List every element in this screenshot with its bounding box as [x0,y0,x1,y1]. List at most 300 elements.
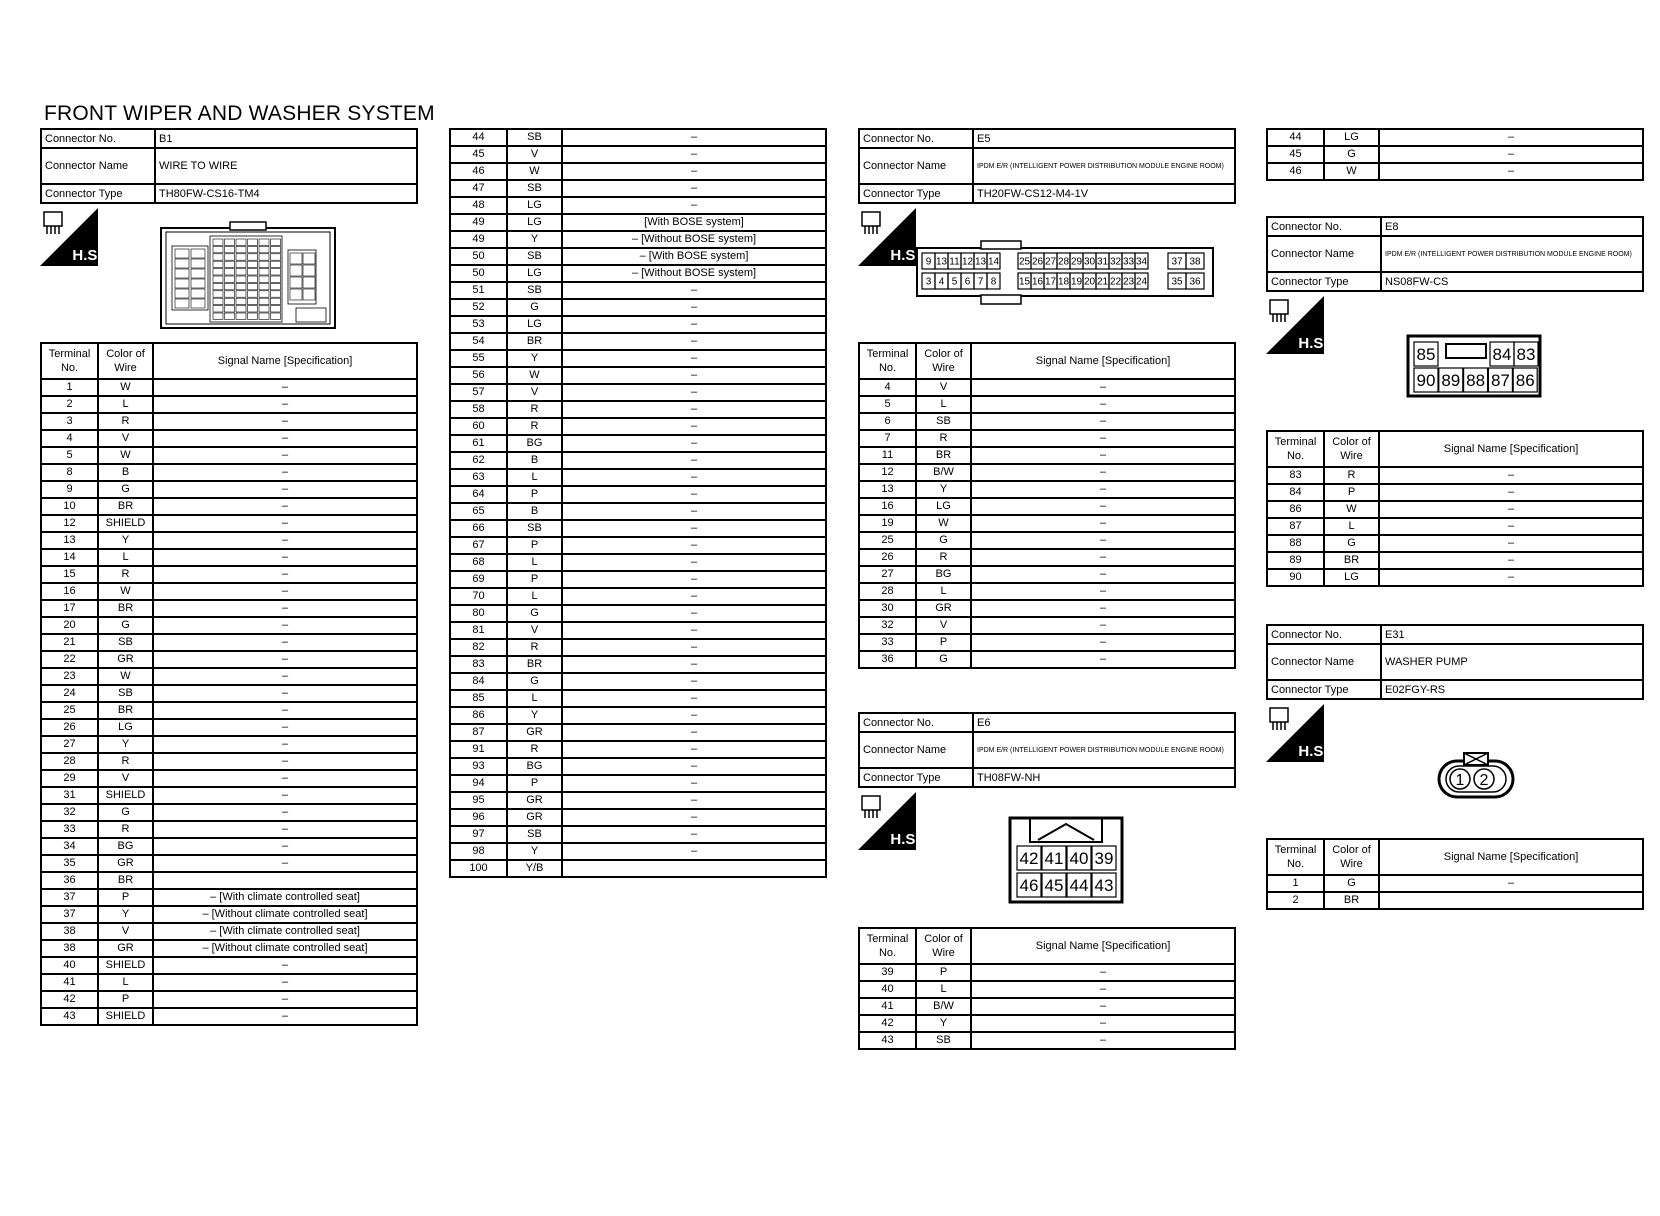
signal-name-cell: – [562,299,826,316]
wire-color-cell: B/W [916,464,971,481]
connector-no-value: B1 [155,129,417,148]
wire-color-cell: R [507,418,562,435]
pin-number: 34 [1135,256,1148,268]
signal-name-cell: – [562,792,826,809]
terminal-no-cell: 91 [450,741,507,758]
table-row [859,430,1235,447]
terminal-no-cell: 98 [450,843,507,860]
color-of-wire-header: Color of Wire [916,343,971,379]
connector-cavity [248,298,258,304]
wire-color-cell: L [507,588,562,605]
signal-name-cell: – [562,418,826,435]
signal-name-cell: – [562,316,826,333]
terminal-no-cell: 5 [41,447,98,464]
pin-number: 89 [1441,371,1461,391]
wire-color-cell: L [98,549,153,566]
signal-name-cell: – [971,634,1235,651]
wire-color-cell: W [1324,163,1379,180]
table-row [41,583,417,600]
signal-name-cell: – [153,430,417,447]
signal-name-cell: – [153,855,417,872]
signal-name-cell: – [153,498,417,515]
pin-number: 12 [961,256,974,268]
pin-number: 41 [1044,849,1064,869]
hs-label: H.S. [890,247,920,264]
connector-face-e6 [1008,816,1124,909]
pin-number: 37 [1171,256,1183,268]
wire-color-cell: SB [916,1032,971,1049]
wire-color-cell: GR [98,651,153,668]
wire-color-cell: LG [1324,129,1379,146]
terminal-no-cell: 17 [41,600,98,617]
table-row [1267,163,1643,180]
wire-color-cell: Y [507,350,562,367]
terminal-no-cell: 1 [41,379,98,396]
wire-color-cell: R [98,821,153,838]
wire-color-cell: BR [98,702,153,719]
table-row [41,498,417,515]
wire-color-cell: L [507,554,562,571]
connector-cavity [271,313,281,319]
terminal-table-b1 [40,342,418,1026]
signal-name-header: Signal Name [Specification] [971,928,1235,964]
signal-name-cell: – [562,554,826,571]
connector-cavity [236,283,246,289]
table-row [450,758,826,775]
table-row [859,413,1235,430]
connector-cavity [271,298,281,304]
table-row [450,792,826,809]
connector-cavity [259,298,269,304]
color-of-wire-header: Color of Wire [1324,431,1379,467]
terminal-no-cell: 94 [450,775,507,792]
signal-name-cell [1379,892,1643,909]
signal-name-cell: – [153,753,417,770]
signal-name-cell: – [562,282,826,299]
connector-no-label: Connector No. [1267,217,1381,236]
wire-color-cell: W [98,668,153,685]
wire-color-cell: L [916,583,971,600]
table-row [450,469,826,486]
table-row [41,889,417,906]
table-row [450,231,826,248]
pin-number: 4 [938,276,945,288]
table-row [859,481,1235,498]
signal-name-cell: – [153,464,417,481]
table-row [41,532,417,549]
connector-cavity [225,254,235,260]
connector-info-e6 [858,712,1236,788]
terminal-no-cell: 29 [41,770,98,787]
terminal-no-cell: 27 [41,736,98,753]
signal-name-cell: – [153,787,417,804]
terminal-no-header: Terminal No. [859,928,916,964]
signal-name-cell: – [1379,129,1643,146]
terminal-no-cell: 3 [41,413,98,430]
table-row [450,775,826,792]
terminal-no-cell: 4 [41,430,98,447]
table-row [450,163,826,180]
terminal-no-cell: 2 [1267,892,1324,909]
terminal-no-cell: 16 [41,583,98,600]
hs-icon [40,208,102,271]
table-row [41,821,417,838]
pin-number: 17 [1044,276,1057,288]
signal-name-cell: – [971,498,1235,515]
signal-name-cell: – [153,600,417,617]
table-row [41,991,417,1008]
hs-label: H.S. [1298,743,1328,760]
connector-cavity [225,283,235,289]
terminal-no-cell: 44 [450,129,507,146]
terminal-no-cell: 13 [41,532,98,549]
signal-name-cell: – [562,707,826,724]
terminal-no-cell: 83 [450,656,507,673]
connector-cavity [225,239,235,245]
signal-name-cell: – [562,129,826,146]
signal-name-cell: – [153,549,417,566]
wire-color-cell: V [98,430,153,447]
terminal-no-cell: 33 [859,634,916,651]
signal-name-cell: – [153,736,417,753]
terminal-no-cell: 15 [41,566,98,583]
table-row [450,520,826,537]
connector-no-label: Connector No. [1267,625,1381,644]
connector-name-label: Connector Name [859,732,973,768]
terminal-no-cell: 56 [450,367,507,384]
terminal-no-cell: 58 [450,401,507,418]
wire-color-cell: R [98,566,153,583]
signal-name-cell: – [562,843,826,860]
table-row [1267,501,1643,518]
terminal-no-cell: 93 [450,758,507,775]
pin-number: 43 [1094,876,1114,896]
terminal-table-b1-continued [449,128,827,878]
table-row [450,622,826,639]
connector-cavity [225,261,235,267]
connector-no-label: Connector No. [859,129,973,148]
terminal-no-cell: 49 [450,214,507,231]
wire-color-cell: R [507,401,562,418]
terminal-no-cell: 27 [859,566,916,583]
connector-cavity [271,254,281,260]
wire-color-cell: L [98,974,153,991]
table-row [859,379,1235,396]
connector-cavity [259,276,269,282]
terminal-no-cell: 6 [859,413,916,430]
terminal-no-cell: 41 [859,998,916,1015]
pin-number: 31 [1096,256,1109,268]
terminal-no-cell: 11 [859,447,916,464]
signal-name-cell: – [562,367,826,384]
wire-color-cell: SHIELD [98,787,153,804]
pin-number: 3 [925,276,932,288]
wire-color-cell: SHIELD [98,1008,153,1025]
wire-color-cell: BR [98,498,153,515]
table-row [41,1008,417,1025]
connector-no-value: E31 [1381,625,1643,644]
wire-color-cell: Y [916,481,971,498]
signal-name-cell: – [971,600,1235,617]
wire-color-cell: SB [507,248,562,265]
terminal-no-cell: 33 [41,821,98,838]
wire-color-cell: P [98,889,153,906]
wire-color-cell: BR [1324,552,1379,569]
table-row [450,843,826,860]
table-row [450,316,826,333]
wire-color-cell: GR [98,940,153,957]
connector-cavity [236,261,246,267]
pin-number: 28 [1057,256,1070,268]
terminal-no-cell: 10 [41,498,98,515]
connector-face-e8 [1406,334,1542,403]
table-row [1267,129,1643,146]
wire-color-cell: BR [507,333,562,350]
connector-cavity [271,239,281,245]
connector-info-b1 [40,128,418,204]
pin-number: 11 [949,256,960,268]
connector-cavity [213,291,223,297]
table-row [1267,467,1643,484]
table-row [41,719,417,736]
connector-cavity [213,239,223,245]
wire-color-cell: L [916,981,971,998]
terminal-no-header: Terminal No. [1267,431,1324,467]
table-row [450,282,826,299]
pin-number: 29 [1070,256,1083,268]
connector-cavity [225,276,235,282]
connector-cavity [191,299,205,308]
table-row [41,872,417,889]
signal-name-header: Signal Name [Specification] [153,343,417,379]
pin-number: 36 [1189,276,1201,288]
connector-cavity [191,269,205,278]
signal-name-cell: – [153,719,417,736]
table-row [450,724,826,741]
wire-color-cell: G [98,804,153,821]
pin-number: 33 [1122,256,1135,268]
signal-name-cell: – [562,673,826,690]
pin-number: 85 [1416,345,1436,365]
wire-color-cell: G [1324,875,1379,892]
connector-type-label: Connector Type [1267,680,1381,699]
table-row [41,804,417,821]
connector-name-value: IPDM E/R (INTELLIGENT POWER DISTRIBUTION MODULE ENGINE ROOM) [973,732,1235,768]
connector-cavity [236,246,246,252]
table-row [859,396,1235,413]
wire-color-cell: LG [507,197,562,214]
hs-icon [1266,296,1328,359]
signal-name-cell: – [562,452,826,469]
pin-number: 5 [951,276,958,288]
signal-name-cell: – [971,583,1235,600]
terminal-no-cell: 34 [41,838,98,855]
terminal-table-e6 [858,927,1236,1050]
connector-cavity [191,259,205,268]
terminal-no-cell: 41 [41,974,98,991]
table-row [41,770,417,787]
wire-color-cell: V [507,622,562,639]
table-row [1267,484,1643,501]
table-row [450,741,826,758]
pin-number: 23 [1122,276,1135,288]
wire-color-cell: L [98,396,153,413]
table-row [450,180,826,197]
wire-color-cell: B [507,452,562,469]
signal-name-cell: – [153,566,417,583]
wire-color-cell: V [98,770,153,787]
wire-color-cell: G [1324,535,1379,552]
signal-name-cell: – [971,430,1235,447]
wire-color-cell: V [916,617,971,634]
table-row [41,957,417,974]
pin-number: 90 [1416,371,1436,391]
connector-cavity [248,269,258,275]
wire-color-cell: B [507,503,562,520]
table-row [859,515,1235,532]
wire-color-cell: R [98,753,153,770]
wire-color-cell: P [507,571,562,588]
wire-color-cell: P [98,991,153,1008]
table-row [859,651,1235,668]
signal-name-cell: – [With climate controlled seat] [153,923,417,940]
wire-color-cell: G [1324,146,1379,163]
table-row [859,617,1235,634]
pin-number: 40 [1069,849,1089,869]
table-row [41,515,417,532]
table-row [859,549,1235,566]
signal-name-cell: – [562,571,826,588]
pin-number: 20 [1083,276,1096,288]
terminal-no-cell: 32 [41,804,98,821]
pin-number: 6 [964,276,971,288]
terminal-no-cell: 67 [450,537,507,554]
wire-color-cell: R [916,549,971,566]
connector-face-e31 [1436,750,1516,805]
table-row [41,940,417,957]
signal-name-cell: – [562,656,826,673]
terminal-no-cell: 19 [859,515,916,532]
color-of-wire-header: Color of Wire [916,928,971,964]
signal-name-cell: – [562,146,826,163]
signal-name-cell: – [1379,552,1643,569]
table-row [1267,875,1643,892]
terminal-no-cell: 45 [1267,146,1324,163]
connector-cavity [248,291,258,297]
wire-color-cell: B/W [916,998,971,1015]
signal-name-cell: – [1379,501,1643,518]
connector-cavity [175,269,189,278]
connector-cavity [248,313,258,319]
terminal-no-cell: 45 [450,146,507,163]
terminal-no-cell: 96 [450,809,507,826]
wire-color-cell: R [916,430,971,447]
signal-name-cell: – [153,447,417,464]
table-row [41,481,417,498]
terminal-no-cell: 37 [41,906,98,923]
wire-color-cell: Y [507,231,562,248]
signal-name-cell: – [562,826,826,843]
wire-color-cell: W [98,583,153,600]
pin-number: 84 [1492,345,1512,365]
signal-name-cell: [With BOSE system] [562,214,826,231]
signal-name-cell: – [153,583,417,600]
table-row [41,787,417,804]
connector-cavity [213,298,223,304]
wire-color-cell: P [507,775,562,792]
terminal-no-cell: 28 [859,583,916,600]
connector-face-b1 [160,222,336,337]
connector-cavity [259,254,269,260]
wire-color-cell: G [507,673,562,690]
wire-color-cell: BG [98,838,153,855]
connector-cavity [213,276,223,282]
pin-number: 35 [1171,276,1183,288]
terminal-no-cell: 60 [450,418,507,435]
connector-cavity [290,253,302,264]
wire-color-cell: GR [98,855,153,872]
terminal-no-cell: 53 [450,316,507,333]
table-row [859,447,1235,464]
connector-cavity [213,313,223,319]
connector-cavity [259,306,269,312]
terminal-no-cell: 14 [41,549,98,566]
connector-cavity [259,239,269,245]
table-row [41,549,417,566]
wire-color-cell: P [1324,484,1379,501]
connector-cavity [236,269,246,275]
signal-name-cell: – [153,379,417,396]
signal-name-cell: – [971,481,1235,498]
table-row [450,129,826,146]
table-row [450,605,826,622]
color-of-wire-header: Color of Wire [1324,839,1379,875]
wire-color-cell: Y [98,906,153,923]
terminal-no-cell: 51 [450,282,507,299]
terminal-no-cell: 61 [450,435,507,452]
pin-number: 16 [1031,276,1044,288]
page-title: FRONT WIPER AND WASHER SYSTEM [44,102,435,125]
table-row [859,600,1235,617]
terminal-no-cell: 70 [450,588,507,605]
table-row [41,974,417,991]
terminal-no-cell: 64 [450,486,507,503]
table-row [450,299,826,316]
signal-name-cell: – [153,1008,417,1025]
connector-cavity [191,249,205,258]
terminal-no-cell: 2 [41,396,98,413]
table-row [450,452,826,469]
wire-color-cell: SB [507,520,562,537]
connector-cavity [271,276,281,282]
connector-cavity [248,239,258,245]
terminal-no-cell: 57 [450,384,507,401]
terminal-no-cell: 62 [450,452,507,469]
wire-color-cell: G [507,299,562,316]
terminal-no-header: Terminal No. [1267,839,1324,875]
terminal-no-cell: 1 [1267,875,1324,892]
table-row [450,809,826,826]
table-row [41,838,417,855]
signal-name-cell: – [971,396,1235,413]
wire-color-cell: B [98,464,153,481]
terminal-no-cell: 20 [41,617,98,634]
signal-name-cell: – [562,435,826,452]
table-row [450,197,826,214]
wire-color-cell: LG [1324,569,1379,586]
signal-name-cell: – [971,464,1235,481]
connector-cavity [271,246,281,252]
